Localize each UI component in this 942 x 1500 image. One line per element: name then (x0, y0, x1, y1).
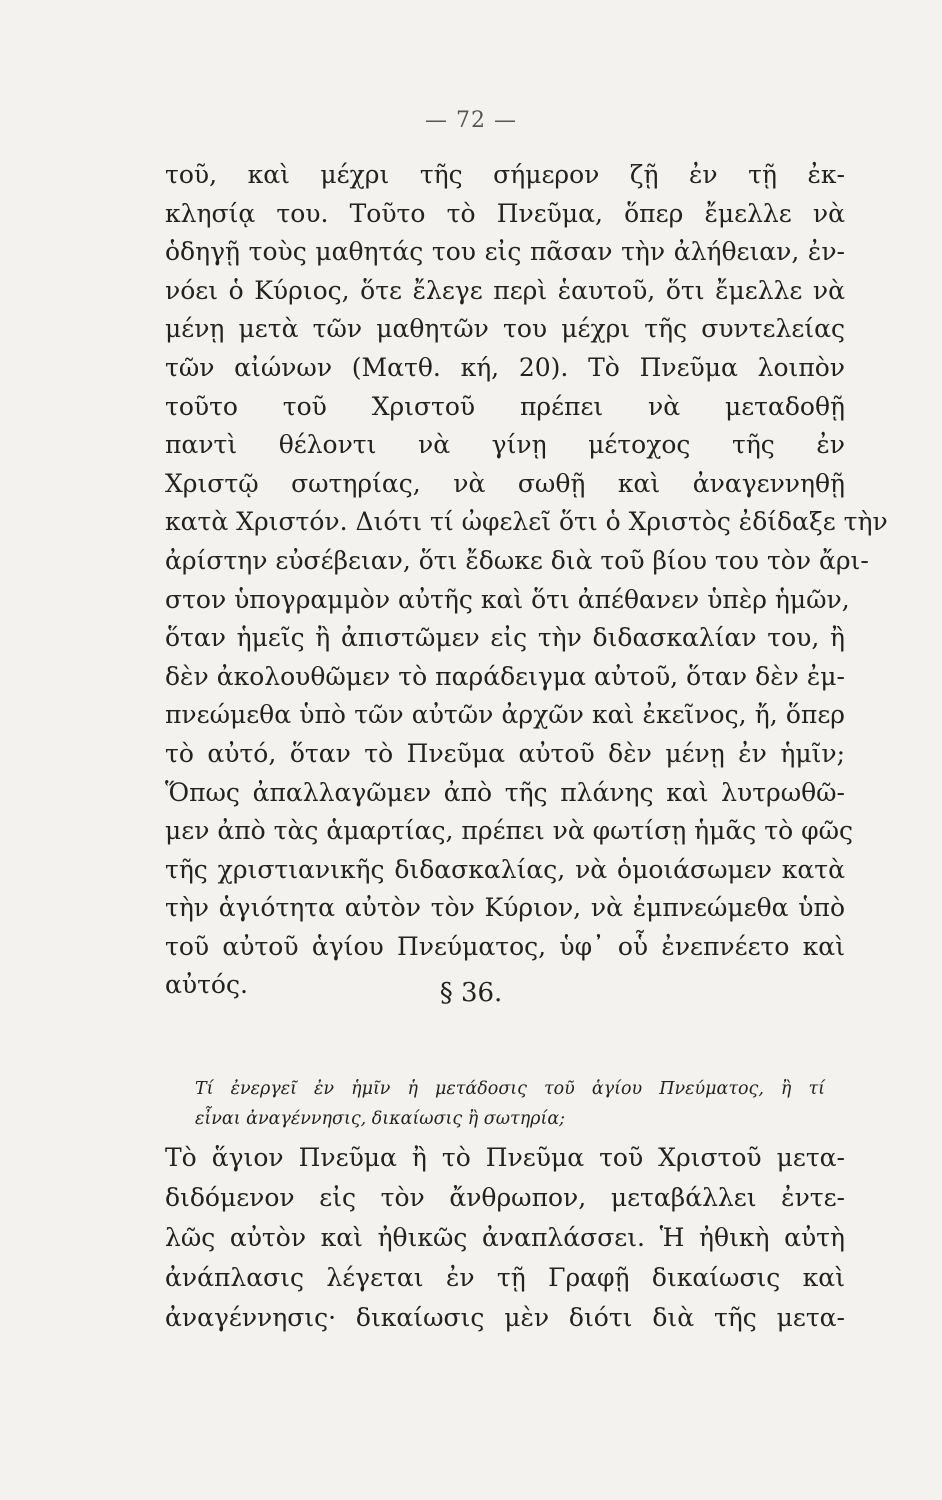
text-line: μένῃ μετὰ τῶν μαθητῶν του μέχρι τῆς συντελείας (165, 314, 845, 344)
text-line: αὐτός. (165, 970, 248, 1000)
text-line: λῶς αὐτὸν καὶ ἠθικῶς ἀναπλάσσει. Ἡ ἠθικὴ αὐτὴ (165, 1223, 845, 1252)
text-line: ὁδηγῇ τοὺς μαθητάς του εἰς πᾶσαν τὴν ἀλήθειαν, ἐν- (165, 237, 845, 267)
question-block (195, 1074, 825, 1134)
text-line: στον ὑπογραμμὸν αὐτῆς καὶ ὅτι ἀπέθανεν ὑπὲρ ἡμῶν, (165, 584, 850, 614)
text-line: τῆς χριστιανικῆς διδασκαλίας, νὰ ὁμοιάσωμεν κατὰ (165, 854, 845, 884)
text-line: νόει ὁ Κύριος, ὅτε ἔλεγε περὶ ἑαυτοῦ, ὅτι ἔμελλε νὰ (165, 275, 845, 305)
text-line: Τὸ ἅγιον Πνεῦμα ἢ τὸ Πνεῦμα τοῦ Χριστοῦ μετα- (165, 1143, 845, 1172)
text-line: ἀνάπλασις λέγεται ἐν τῇ Γραφῇ δικαίωσις καὶ (165, 1263, 845, 1292)
text-line: πνεώμεθα ὑπὸ τῶν αὐτῶν ἀρχῶν καὶ ἐκεῖνος, ἤ, ὅπερ (165, 700, 845, 730)
page-number: — 72 — (425, 108, 517, 133)
text-line: ὅταν ἡμεῖς ἢ ἀπιστῶμεν εἰς τὴν διδασκαλίαν του, ἢ (165, 623, 845, 653)
paragraph-1 (165, 156, 888, 1005)
text-line: δὲν ἀκολουθῶμεν τὸ παράδειγμα αὐτοῦ, ὅταν δὲν ἐμ- (165, 661, 845, 691)
text-line: τοῦ αὐτοῦ ἁγίου Πνεύματος, ὑφ᾽ οὗ ἐνεπνέετο καὶ (165, 931, 845, 961)
text-line: τοῦτο τοῦ Χριστοῦ πρέπει νὰ μεταδοθῇ (165, 391, 845, 421)
text-line: Ὅπως ἀπαλλαγῶμεν ἀπὸ τῆς πλάνης καὶ λυτρωθῶ- (165, 777, 845, 807)
section-heading: § 36. (439, 978, 503, 1008)
text-line: ἀναγέννησις· δικαίωσις μὲν διότι διὰ τῆς μετα- (165, 1303, 845, 1332)
text-line: τοῦ, καὶ μέχρι τῆς σήμερον ζῇ ἐν τῇ ἐκ- (165, 160, 845, 189)
text-line: τὸ αὐτό, ὅταν τὸ Πνεῦμα αὐτοῦ δὲν μένῃ ἐν ἡμῖν; (165, 738, 845, 768)
text-line: ἀρίστην εὐσέβειαν, ὅτι ἔδωκε διὰ τοῦ βίου του τὸν ἄρι- (165, 545, 869, 575)
text-line: τῶν αἰώνων (Ματθ. κή, 20). Τὸ Πνεῦμα λοιπὸν (165, 352, 845, 382)
text-line: κατὰ Χριστόν. Διότι τί ὠφελεῖ ὅτι ὁ Χριστὸς ἐδίδαξε τὴν (165, 507, 888, 537)
paragraph-2 (165, 1138, 845, 1338)
text-line: μεν ἀπὸ τὰς ἁμαρτίας, πρέπει νὰ φωτίσῃ ἡμᾶς τὸ φῶς (165, 816, 853, 846)
question-line: Τί ἐνεργεῖ ἐν ἡμῖν ἡ μετάδοσις τοῦ ἁγίου Πνεύματος, ἢ τί (195, 1079, 825, 1099)
text-line: Χριστῷ σωτηρίας, νὰ σωθῇ καὶ ἀναγεννηθῇ (165, 468, 845, 498)
text-line: τὴν ἁγιότητα αὐτὸν τὸν Κύριον, νὰ ἐμπνεώμεθα ὑπὸ (165, 893, 845, 923)
text-line: κλησίᾳ του. Τοῦτο τὸ Πνεῦμα, ὅπερ ἔμελλε νὰ (165, 198, 845, 228)
question-line: εἶναι ἀναγέννησις, δικαίωσις ἢ σωτηρία; (195, 1109, 566, 1129)
text-line: διδόμενον εἰς τὸν ἄνθρωπον, μεταβάλλει ἐντε- (165, 1183, 845, 1212)
text-line: παντὶ θέλοντι νὰ γίνῃ μέτοχος τῆς ἐν (165, 430, 845, 460)
